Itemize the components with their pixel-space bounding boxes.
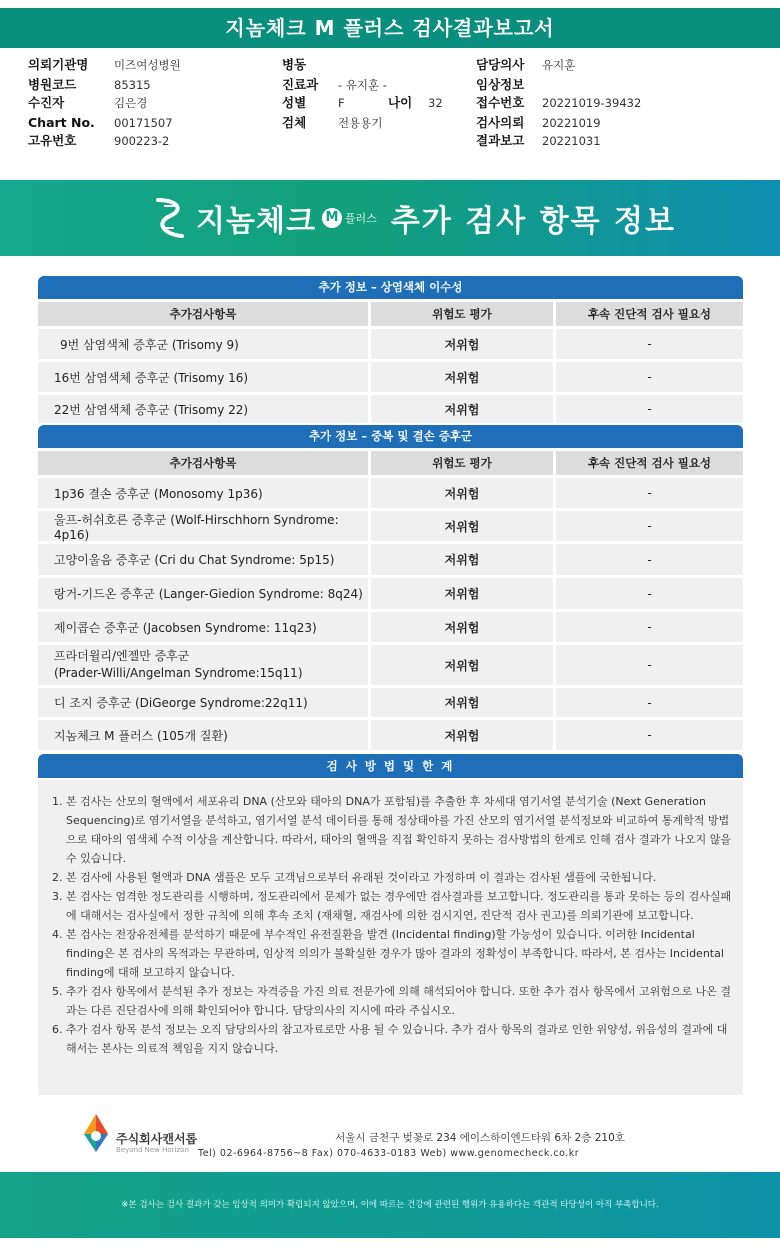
row-item: 16번 삼염색체 증후군 (Trisomy 16) bbox=[38, 362, 368, 392]
info-ward bbox=[282, 56, 338, 74]
info-label: 수진자 bbox=[28, 95, 65, 110]
row-followup: - bbox=[556, 578, 743, 609]
info-value: - 유지훈 - bbox=[338, 78, 387, 92]
row-risk: 저위험 bbox=[371, 362, 553, 392]
table-row bbox=[38, 645, 743, 685]
info-label: 검체 bbox=[282, 115, 307, 130]
disclaimer-bar: ※본 검사는 검사 결과가 갖는 임상적 의미가 확립되지 않았으며, 이에 따르는 건강에 관련된 행위가 유용하다는 객관적 타당성이 아직 부족합니다. bbox=[0, 1172, 780, 1238]
header-risk: 위험도 평가 bbox=[371, 302, 553, 326]
row-followup: - bbox=[556, 544, 743, 575]
info-label: 진료과 bbox=[282, 77, 319, 92]
table-row bbox=[38, 395, 743, 423]
info-value: 미즈여성병원 bbox=[114, 58, 181, 72]
info-value: 85315 bbox=[114, 78, 151, 92]
company-name: 주식회사캔서롭 bbox=[116, 1132, 198, 1146]
info-hospital bbox=[28, 56, 181, 74]
info-label: 나이 bbox=[388, 95, 413, 110]
info-chart bbox=[28, 114, 173, 132]
company-contact: Tel) 02-6964-8756~8 Fax) 070-4633-0183 Web) www.genomecheck.co.kr bbox=[198, 1148, 580, 1159]
table-row bbox=[38, 329, 743, 359]
header-item: 추가검사항목 bbox=[38, 302, 368, 326]
row-item: 22번 삼염색체 증후군 (Trisomy 22) bbox=[38, 395, 368, 423]
info-label: Chart No. bbox=[28, 115, 95, 130]
method-item: 3. 본 검사는 엄격한 정도관리를 시행하며, 정도관리에서 문제가 없는 경우에만 검사결과를 보고합니다. 정도관리를 통과 못하는 등의 검사실패에 대해서는 검사실에서 정한 규칙에 의해 후속 조치 (재채혈, 재검사에 의한 검시지연, 진단적 검사 권고)를 의뢰기관에 보고합니다. bbox=[52, 890, 732, 922]
row-risk: 저위험 bbox=[371, 578, 553, 609]
row-item-line2: (Prader-Willi/Angelman Syndrome:15q11) bbox=[54, 666, 303, 680]
row-item: 고양이울음 증후군 (Cri du Chat Syndrome: 5p15) bbox=[38, 544, 368, 575]
info-sex bbox=[282, 94, 443, 112]
info-value: 20221031 bbox=[542, 134, 601, 148]
company-tagline: Beyond New Horizon bbox=[116, 1146, 189, 1154]
info-dept bbox=[282, 76, 387, 94]
info-value: 전용용기 bbox=[338, 116, 383, 130]
info-specimen bbox=[282, 114, 382, 132]
table-row bbox=[38, 612, 743, 642]
row-followup: - bbox=[556, 511, 743, 541]
info-label: 결과보고 bbox=[476, 133, 525, 148]
report-title: 지놈체크 M 플러스 검사결과보고서 bbox=[0, 8, 780, 48]
row-item-line1: 프라더윌리/엔젤만 증후군 bbox=[54, 649, 190, 663]
row-item: 9번 삼염색체 증후군 (Trisomy 9) bbox=[38, 329, 368, 359]
dna-logo-icon bbox=[150, 194, 190, 242]
company-address: 서울시 금천구 벚꽃로 234 에이스하이엔드타워 6차 2층 210호 bbox=[335, 1132, 625, 1144]
row-item: 제이콥슨 증후군 (Jacobsen Syndrome: 11q23) bbox=[38, 612, 368, 642]
info-value: 900223-2 bbox=[114, 134, 170, 148]
row-risk: 저위험 bbox=[371, 645, 553, 685]
table-row bbox=[38, 688, 743, 717]
row-followup: - bbox=[556, 612, 743, 642]
table-row bbox=[38, 720, 743, 750]
row-followup: - bbox=[556, 329, 743, 359]
section-aneuploidy-title: 추가 정보 – 상염색체 이수성 bbox=[38, 276, 743, 299]
info-label: 성별 bbox=[282, 95, 307, 110]
info-label: 고유번호 bbox=[28, 133, 77, 148]
info-label: 병원코드 bbox=[28, 77, 77, 92]
info-value: F bbox=[338, 96, 345, 110]
info-value: 유지훈 bbox=[542, 58, 576, 72]
company-logo-icon bbox=[78, 1112, 114, 1154]
info-label: 검사의뢰 bbox=[476, 115, 525, 130]
method-item: 6. 추가 검사 항목 분석 정보는 오직 담당의사의 참고자료로만 사용 될 수 있습니다. 추가 검사 항목의 결과로 인한 위양성, 위음성의 결과에 대해서는 본사는 의료적 책임을 지지 않습니다. bbox=[52, 1023, 728, 1055]
row-item bbox=[38, 645, 368, 685]
info-value: 32 bbox=[428, 96, 443, 110]
row-followup: - bbox=[556, 720, 743, 750]
row-followup: - bbox=[556, 688, 743, 717]
info-label: 접수번호 bbox=[476, 95, 525, 110]
brand-name: 지놈체크 bbox=[196, 204, 316, 239]
company-logo bbox=[78, 1112, 198, 1160]
info-label: 병동 bbox=[282, 57, 307, 72]
row-risk: 저위험 bbox=[371, 511, 553, 541]
info-value: 20221019 bbox=[542, 116, 601, 130]
info-receipt bbox=[476, 94, 641, 112]
row-followup: - bbox=[556, 478, 743, 508]
row-risk: 저위험 bbox=[371, 544, 553, 575]
info-label: 담당의사 bbox=[476, 57, 525, 72]
row-risk: 저위험 bbox=[371, 478, 553, 508]
row-item: 울프-허쉬호른 증후군 (Wolf-Hirschhorn Syndrome: 4p16) bbox=[38, 511, 368, 541]
row-risk: 저위험 bbox=[371, 395, 553, 423]
row-followup: - bbox=[556, 362, 743, 392]
header-followup: 후속 진단적 검사 필요성 bbox=[556, 302, 743, 326]
row-followup: - bbox=[556, 645, 743, 685]
info-doctor bbox=[476, 56, 575, 74]
title-banner bbox=[0, 180, 780, 256]
info-value: 김은경 bbox=[114, 96, 148, 110]
info-label: 임상정보 bbox=[476, 77, 525, 92]
info-value: 20221019-39432 bbox=[542, 96, 642, 110]
info-label: 의뢰기관명 bbox=[28, 57, 89, 72]
table-row bbox=[38, 511, 743, 541]
row-item: 랑거-기드온 증후군 (Langer-Giedion Syndrome: 8q24) bbox=[38, 578, 368, 609]
info-id bbox=[28, 132, 169, 150]
banner-title: 추가 검사 항목 정보 bbox=[390, 204, 676, 239]
brand-plus: 플러스 bbox=[344, 212, 377, 225]
brand-m-badge: M bbox=[322, 208, 342, 228]
row-risk: 저위험 bbox=[371, 688, 553, 717]
method-item: 4. 본 검사는 전장유전체를 분석하기 때문에 부수적인 유전질환을 발견 (Incidental finding)할 가능성이 있습니다. 이러한 Incidental finding은 본 검사의 목적과는 무관하며, 임상적 의의가 불확실한 경우가 많아 결과의 정확성이 부족합니다. 따라서, 본 검사는 Incidental finding에 대해 보고하지 않습니다. bbox=[52, 928, 724, 979]
table-row bbox=[38, 478, 743, 508]
row-risk: 저위험 bbox=[371, 329, 553, 359]
method-item: 1. 본 검사는 산모의 혈액에서 세포유리 DNA (산모와 태아의 DNA가 포함됨)를 추출한 후 차세대 염기서열 분석기술 (Next Generation Sequencing)로 염기서열을 분석하고, 염기서열 분석 데이터를 통해 정상태아를 가진 산모의 염기서열 분석정보와 비교하여 통계학적 방법으로 태아의 염색체 수적 이상을 계산합니다. 따라서, 태아의 혈액을 직접 확인하지 못하는 검사방법의 한계로 인해 검사 결과가 나오지 않을 수 있습니다. bbox=[52, 795, 731, 865]
method-box bbox=[38, 780, 743, 1095]
info-patient bbox=[28, 94, 147, 112]
header-item: 추가검사항목 bbox=[38, 451, 368, 475]
table-header bbox=[38, 302, 743, 326]
info-value: 00171507 bbox=[114, 116, 173, 130]
info-report bbox=[476, 132, 601, 150]
info-request bbox=[476, 114, 601, 132]
method-item: 2. 본 검사에 사용된 혈액과 DNA 샘플은 모두 고객님으로부터 유래된 것이라고 가정하며 이 결과는 검사된 샘플에 국한됩니다. bbox=[52, 871, 657, 884]
row-item: 1p36 결손 증후군 (Monosomy 1p36) bbox=[38, 478, 368, 508]
row-item: 지놈체크 M 플러스 (105개 질환) bbox=[38, 720, 368, 750]
table-row bbox=[38, 362, 743, 392]
info-clinical bbox=[476, 76, 542, 94]
header-followup: 후속 진단적 검사 필요성 bbox=[556, 451, 743, 475]
row-followup: - bbox=[556, 395, 743, 423]
row-risk: 저위험 bbox=[371, 720, 553, 750]
section-microdeletion-title: 추가 정보 – 중복 및 결손 증후군 bbox=[38, 425, 743, 448]
method-item: 5. 추가 검사 항목에서 분석된 추가 정보는 자격증을 가진 의료 전문가에 의해 해석되어야 합니다. 또한 추가 검사 항목에서 고위험으로 나온 결과는 다른 진단검사에 의해 확인되어야 합니다. 담당의사의 지시에 따라 주십시오. bbox=[52, 985, 731, 1017]
header-risk: 위험도 평가 bbox=[371, 451, 553, 475]
row-item: 디 조지 증후군 (DiGeorge Syndrome:22q11) bbox=[38, 688, 368, 717]
method-list bbox=[52, 792, 732, 1058]
table-row bbox=[38, 578, 743, 609]
info-code bbox=[28, 76, 151, 94]
table-header bbox=[38, 451, 743, 475]
method-title: 검 사 방 법 및 한 계 bbox=[38, 754, 743, 778]
row-risk: 저위험 bbox=[371, 612, 553, 642]
table-row bbox=[38, 544, 743, 575]
